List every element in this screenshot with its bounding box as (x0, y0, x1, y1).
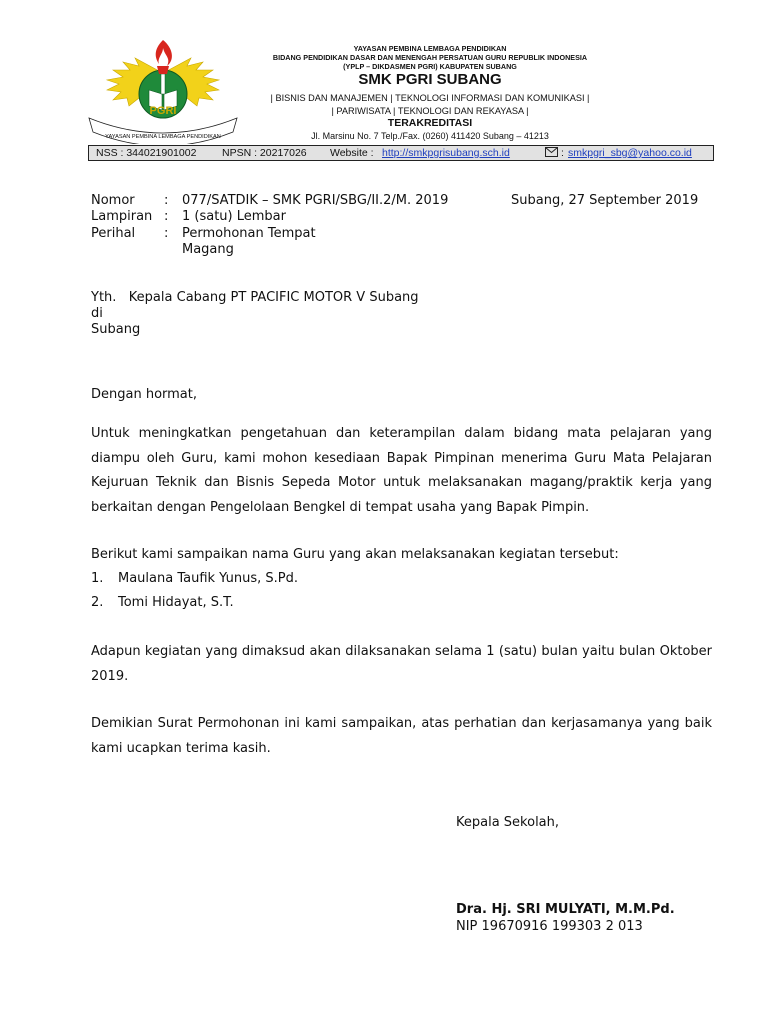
letterhead-line2: BIDANG PENDIDIKAN DASAR DAN MENENGAH PERSATUAN GURU REPUBLIK INDONESIA (272, 53, 588, 62)
list-item-number: 1. (91, 571, 104, 586)
letter-date: Subang, 27 September 2019 (511, 193, 699, 208)
body-paragraph-3: Demikian Surat Permohonan ini kami sampaikan, atas perhatian dan kerjasamanya yang baik kami ucapkan terima kasih. (91, 716, 712, 756)
list-item-name: Maulana Taufik Yunus, S.Pd. (118, 571, 298, 586)
letterhead-units2: | PARIWISATA | TEKNOLOGI DAN REKAYASA | (331, 106, 529, 116)
logo-ribbon-text: YAYASAN PEMBINA LEMBAGA PENDIDIKAN (105, 134, 221, 140)
accreditation-label: TERAKREDITASI (387, 117, 473, 129)
perihal-value-line1: Permohonan Tempat (182, 226, 316, 241)
info-bar (88, 145, 714, 161)
perihal-label: Perihal (91, 226, 136, 241)
nomor-label: Nomor (91, 193, 135, 208)
envelope-icon (545, 147, 558, 161)
letterhead-units1: | BISNIS DAN MANAJEMEN | TEKNOLOGI INFORMASI DAN KOMUNIKASI | (270, 93, 590, 103)
website-label: Website : (330, 147, 374, 159)
recipient-line3: Subang (91, 322, 141, 337)
greeting: Dengan hormat, (91, 387, 198, 402)
logo-text: PGRI (149, 105, 177, 117)
signature-nip: NIP 19670916 199303 2 013 (456, 919, 643, 934)
pgri-logo-graphic (83, 36, 243, 144)
perihal-colon: : (164, 226, 169, 241)
email-separator: : (561, 147, 564, 159)
list-item-number: 2. (91, 595, 104, 610)
pgri-logo (83, 36, 243, 144)
signature-title: Kepala Sekolah, (456, 815, 560, 830)
recipient-line1: Yth. Kepala Cabang PT PACIFIC MOTOR V Subang (91, 290, 419, 305)
lampiran-value: 1 (satu) Lembar (182, 209, 286, 224)
school-address: Jl. Marsinu No. 7 Telp./Fax. (0260) 411420 Subang – 41213 (311, 131, 549, 141)
letterhead-line1: YAYASAN PEMBINA LEMBAGA PENDIDIKAN (353, 44, 507, 53)
body-paragraph-1: Untuk meningkatkan pengetahuan dan keterampilan dalam bidang mata pelajaran yang diampu oleh Guru, kami mohon kesediaan Bapak Pimpinan menerima Guru Mata Pelajaran Kejuruan Teknik dan Bisnis Sepeda Motor untuk melaksanakan magang/praktik kerja yang berkaitan dengan Pengelolaan Bengkel di tempat usaha yang Bapak Pimpin. (91, 426, 712, 515)
nss-number: NSS : 344021901002 (96, 147, 197, 159)
nomor-colon: : (164, 193, 169, 208)
list-item-name: Tomi Hidayat, S.T. (118, 595, 234, 610)
email-link[interactable]: smkpgri_sbg@yahoo.co.id (568, 147, 692, 159)
lampiran-label: Lampiran (91, 209, 153, 224)
website-link[interactable]: http://smkpgrisubang.sch.id (382, 147, 510, 159)
signature-name: Dra. Hj. SRI MULYATI, M.M.Pd. (456, 902, 675, 917)
list-intro: Berikut kami sampaikan nama Guru yang akan melaksanakan kegiatan tersebut: (91, 547, 619, 562)
nomor-value: 077/SATDIK – SMK PGRI/SBG/II.2/M. 2019 (182, 193, 449, 208)
school-name: SMK PGRI SUBANG (358, 71, 502, 88)
letterhead-line3: (YPLP – DIKDASMEN PGRI) KABUPATEN SUBANG (343, 62, 517, 71)
npsn-number: NPSN : 20217026 (222, 147, 307, 159)
lampiran-colon: : (164, 209, 169, 224)
recipient-line2: di (91, 306, 103, 321)
perihal-value-line2: Magang (182, 242, 234, 257)
body-paragraph-2: Adapun kegiatan yang dimaksud akan dilaksanakan selama 1 (satu) bulan yaitu bulan Oktober 2019. (91, 644, 712, 684)
